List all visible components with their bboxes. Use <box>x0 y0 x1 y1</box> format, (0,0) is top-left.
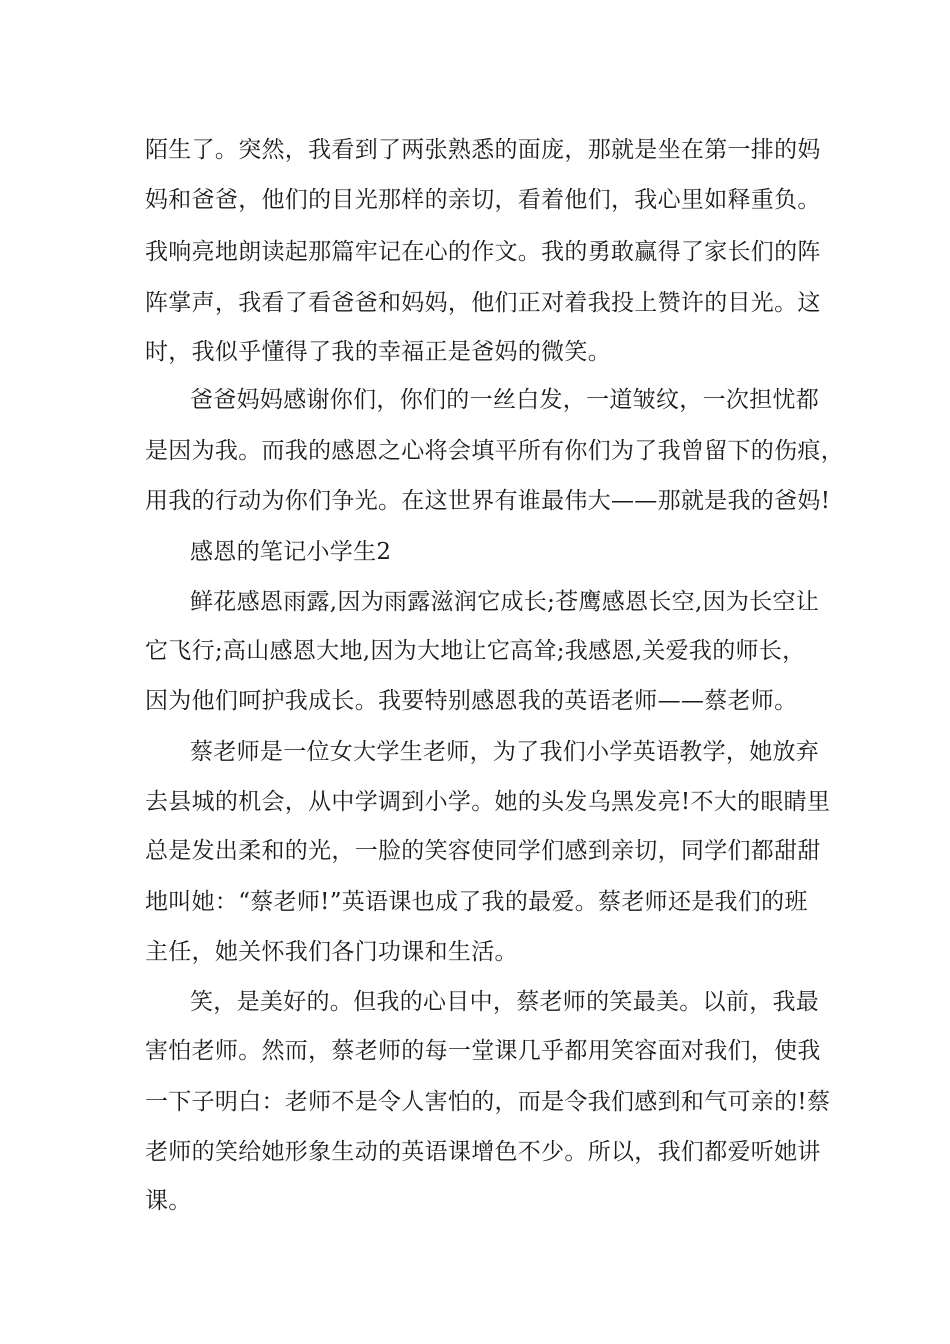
text-line: 用我的行动为你们争光。在这世界有谁最伟大——那就是我的爸妈! <box>145 488 831 514</box>
section-heading: 感恩的笔记小学生2 <box>190 539 392 565</box>
text-line: 主任，她关怀我们各门功课和生活。 <box>145 939 518 965</box>
text-line: 害怕老师。然而，蔡老师的每一堂课几乎都用笑容面对我们，使我 <box>145 1038 821 1064</box>
text-line: 我响亮地朗读起那篇牢记在心的作文。我的勇敢赢得了家长们的阵 <box>145 239 821 265</box>
text-line: 老师的笑给她形象生动的英语课增色不少。所以，我们都爱听她讲 <box>145 1139 821 1165</box>
text-line: 去县城的机会，从中学调到小学。她的头发乌黑发亮!不大的眼睛里 <box>145 789 831 815</box>
text-line: 总是发出柔和的光，一脸的笑容使同学们感到亲切，同学们都甜甜 <box>145 838 821 864</box>
paragraph-first-line: 蔡老师是一位女大学生老师，为了我们小学英语教学，她放弃 <box>190 739 820 765</box>
text-line: 陌生了。突然，我看到了两张熟悉的面庞，那就是坐在第一排的妈 <box>145 137 821 163</box>
text-line: 课。 <box>145 1188 192 1214</box>
paragraph-first-line: 鲜花感恩雨露,因为雨露滋润它成长;苍鹰感恩长空,因为长空让 <box>190 589 820 615</box>
text-line: 因为他们呵护我成长。我要特别感恩我的英语老师——蔡老师。 <box>145 688 798 714</box>
text-line: 时，我似乎懂得了我的幸福正是爸妈的微笑。 <box>145 339 611 365</box>
text-line: 妈和爸爸，他们的目光那样的亲切，看着他们，我心里如释重负。 <box>145 187 821 213</box>
text-line: 是因为我。而我的感恩之心将会填平所有你们为了我曾留下的伤痕， <box>145 438 844 464</box>
text-line: 阵掌声，我看了看爸爸和妈妈，他们正对着我投上赞许的目光。这 <box>145 290 821 316</box>
text-line: 一下子明白：老师不是令人害怕的，而是令我们感到和气可亲的!蔡 <box>145 1089 831 1115</box>
paragraph-first-line: 爸爸妈妈感谢你们，你们的一丝白发，一道皱纹，一次担忧都 <box>190 387 820 413</box>
text-line: 它飞行;高山感恩大地,因为大地让它高耸;我感恩,关爱我的师长， <box>145 638 806 664</box>
text-line: 地叫她：“蔡老师!”英语课也成了我的最爱。蔡老师还是我们的班 <box>145 889 808 915</box>
paragraph-first-line: 笑，是美好的。但我的心目中，蔡老师的笑最美。以前，我最 <box>190 989 820 1015</box>
